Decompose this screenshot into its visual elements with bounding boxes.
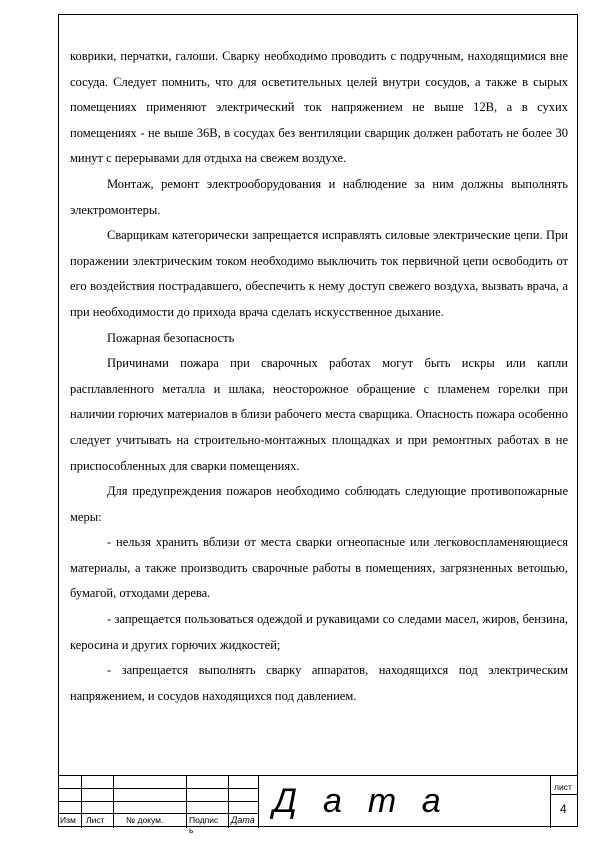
grid-line <box>113 776 114 828</box>
title-block <box>58 775 578 835</box>
paragraph: Для предупреждения пожаров необходимо соблюдать следующие противопожарные меры: <box>70 484 568 524</box>
paragraph: Монтаж, ремонт электрооборудования и наблюдение за ним должны выполнять электромонтеры. <box>70 176 568 217</box>
sheet-label: лист <box>554 782 572 792</box>
grid-line <box>550 776 551 828</box>
grid-line <box>550 794 578 795</box>
col-podpis-label: Подпис <box>189 815 219 825</box>
col-podpis-tail: ь <box>189 825 194 835</box>
document-body <box>70 44 568 709</box>
col-doc-label: № докум. <box>126 815 164 825</box>
paragraph: Причинами пожара при сварочных работах могут быть искры или капли расплавленного металла и шлака, неосторожное обращение с пламенем горелки при наличии горючих материалов в близи рабочего места сварщика. Опасность пожара особенно следует учитывать на строительно-монтажных площадках и при ремонтных работах в не приспособленных для сварки помещениях. <box>70 356 568 473</box>
list-item: - нельзя хранить вблизи от места сварки огнеопасные или легковоспламеняющиеся материалы, а также производить сварочные работы в помещениях, загрязненных ветошью, бумагой, отходами дерева. <box>70 535 568 601</box>
col-izm-label: Изм <box>60 815 76 825</box>
list-item: - запрещается выполнять сварку аппаратов, находящихся под электрическим напряжением, и сосудов находящихся под давлением. <box>70 663 568 703</box>
grid-line <box>186 776 187 828</box>
section-heading: Пожарная безопасность <box>107 330 235 345</box>
grid-line <box>228 776 229 828</box>
document-title: Дата <box>273 782 467 820</box>
col-data-label: Дата <box>231 815 255 825</box>
paragraph: Сварщикам категорически запрещается исправлять силовые электрические цепи. При поражении электрическим током необходимо выключить ток первичной цепи освободить от его воздействия пострадавшего, обеспечить к нему доступ свежего воздуха, вызвать врача, а при необходимости до прихода врача сделать искусственное дыхание. <box>70 228 568 319</box>
col-list-label: Лист <box>86 815 105 825</box>
grid-line <box>81 776 82 828</box>
grid-line <box>258 776 259 828</box>
paragraph: коврики, перчатки, галоши. Сварку необходимо проводить с подручным, находящимися вне сосуда. Следует помнить, что для осветительных целей внутри сосудов, а также в сырых помещениях применяют электрический ток напряжением не выше 12В, а в сухих помещениях - не выше 36В, в сосудах без вентиляции сварщик должен работать не более 30 минут с перерывами для отдыха на свежем воздухе. <box>70 49 568 166</box>
list-item: - запрещается пользоваться одеждой и рукавицами со следами масел, жиров, бензина, керосина и других горючих жидкостей; <box>70 612 568 652</box>
sheet-number: 4 <box>560 802 567 816</box>
